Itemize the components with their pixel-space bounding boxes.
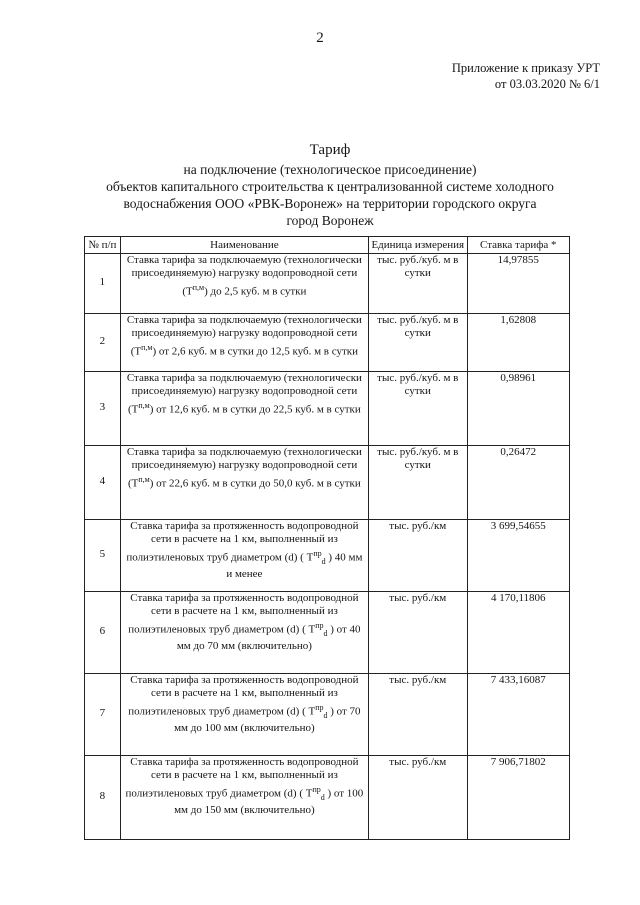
row-name-text: Ставка тарифа за протяженность водопроводной сети в расчете на 1 км, выполненный из полиэтиленовых труб диаметром (d) ( T bbox=[125, 755, 359, 800]
row-number: 6 bbox=[85, 591, 121, 673]
row-rate: 0,26472 bbox=[467, 445, 569, 519]
table-row bbox=[85, 755, 570, 839]
title-line-5: город Воронеж bbox=[286, 213, 374, 228]
row-name-text-end: ) от 100 мм до 150 мм (включительно) bbox=[174, 787, 364, 817]
row-name-text: Ставка тарифа за подключаемую (технологически присоединяемую) нагрузку водопроводной сети (T bbox=[126, 253, 362, 298]
row-rate: 1,62808 bbox=[467, 313, 569, 371]
row-name-text-end: ) от 12,6 куб. м в сутки до 22,5 куб. м в сутки bbox=[149, 403, 361, 416]
title-line-4: водоснабжения ООО «РВК-Воронеж» на территории городского округа bbox=[123, 196, 537, 211]
row-rate: 7 433,16087 bbox=[467, 673, 569, 755]
row-number: 5 bbox=[85, 519, 121, 591]
table-row bbox=[85, 371, 570, 445]
title-line-1: Тариф bbox=[309, 142, 351, 158]
row-number: 3 bbox=[85, 371, 121, 445]
title-line-2: на подключение (технологическое присоединение) bbox=[183, 162, 477, 177]
row-name-text: Ставка тарифа за подключаемую (технологически присоединяемую) нагрузку водопроводной сети (T bbox=[126, 371, 362, 416]
tariff-table bbox=[84, 236, 570, 840]
row-name-text: Ставка тарифа за протяженность водопроводной сети в расчете на 1 км, выполненный из полиэтиленовых труб диаметром (d) ( T bbox=[126, 519, 359, 564]
row-name-text-end: ) от 2,6 куб. м в сутки до 12,5 куб. м в сутки bbox=[152, 345, 359, 358]
row-name-superscript: пр bbox=[313, 548, 322, 558]
row-rate: 14,97855 bbox=[467, 253, 569, 313]
table-row bbox=[85, 445, 570, 519]
row-name bbox=[120, 253, 368, 313]
row-unit: тыс. руб./куб. м в сутки bbox=[369, 445, 468, 519]
appendix-line-1: Приложение к приказу УРТ bbox=[451, 61, 600, 75]
table-row bbox=[85, 519, 570, 591]
row-number: 8 bbox=[85, 755, 121, 839]
row-name-superscript: п,м bbox=[138, 400, 150, 410]
row-rate: 3 699,54655 bbox=[467, 519, 569, 591]
row-unit: тыс. руб./куб. м в сутки bbox=[369, 371, 468, 445]
row-name-subscript: d bbox=[323, 710, 328, 720]
row-name-subscript: d bbox=[321, 556, 326, 566]
header-unit: Единица измерения bbox=[369, 237, 468, 254]
row-rate: 0,98961 bbox=[467, 371, 569, 445]
row-name-subscript: d bbox=[323, 628, 328, 638]
row-name-superscript: п,м bbox=[192, 282, 205, 292]
table-row bbox=[85, 253, 570, 313]
row-name-text: Ставка тарифа за протяженность водопроводной сети в расчете на 1 км, выполненный из полиэтиленовых труб диаметром (d) ( T bbox=[128, 673, 359, 718]
row-name-text-end: ) от 70 мм до 100 мм (включительно) bbox=[174, 705, 361, 735]
row-name-text-end: ) от 22,6 куб. м в сутки до 50,0 куб. м в сутки bbox=[149, 477, 361, 490]
row-rate: 7 906,71802 bbox=[467, 755, 569, 839]
title-line-3: объектов капитального строительства к централизованной системе холодного bbox=[106, 179, 554, 194]
row-name-text: Ставка тарифа за подключаемую (технологически присоединяемую) нагрузку водопроводной сети (T bbox=[126, 313, 362, 358]
row-name bbox=[120, 313, 368, 371]
header-num: № п/п bbox=[85, 237, 121, 254]
row-unit: тыс. руб./куб. м в сутки bbox=[369, 253, 468, 313]
table-header-row bbox=[85, 237, 570, 254]
row-unit: тыс. руб./км bbox=[369, 519, 468, 591]
row-number: 1 bbox=[85, 253, 121, 313]
row-name-text: Ставка тарифа за протяженность водопроводной сети в расчете на 1 км, выполненный из полиэтиленовых труб диаметром (d) ( T bbox=[128, 591, 359, 636]
row-unit: тыс. руб./км bbox=[369, 591, 468, 673]
header-rate: Ставка тарифа * bbox=[467, 237, 569, 254]
row-name-superscript: п,м bbox=[138, 474, 150, 484]
row-name-text-end: ) 40 мм и менее bbox=[226, 551, 363, 581]
document-title bbox=[60, 142, 600, 229]
table-row bbox=[85, 313, 570, 371]
row-name-superscript: пр bbox=[315, 702, 324, 712]
row-name bbox=[120, 371, 368, 445]
table-row bbox=[85, 673, 570, 755]
row-name bbox=[120, 673, 368, 755]
header-name: Наименование bbox=[120, 237, 368, 254]
row-name-superscript: п,м bbox=[141, 342, 153, 352]
table-row bbox=[85, 591, 570, 673]
table-body bbox=[85, 253, 570, 839]
row-unit: тыс. руб./км bbox=[369, 673, 468, 755]
row-name-text: Ставка тарифа за подключаемую (технологически присоединяемую) нагрузку водопроводной сети (T bbox=[126, 445, 362, 490]
row-number: 7 bbox=[85, 673, 121, 755]
row-unit: тыс. руб./км bbox=[369, 755, 468, 839]
row-name-text-end: ) до 2,5 куб. м в сутки bbox=[204, 285, 307, 298]
row-name bbox=[120, 445, 368, 519]
row-name bbox=[120, 519, 368, 591]
page-number: 2 bbox=[316, 30, 324, 46]
row-name-superscript: пр bbox=[315, 620, 324, 630]
row-rate: 4 170,11806 bbox=[467, 591, 569, 673]
row-number: 2 bbox=[85, 313, 121, 371]
row-name-superscript: пр bbox=[312, 784, 321, 794]
row-name bbox=[120, 591, 368, 673]
row-name-text-end: ) от 40 мм до 70 мм (включительно) bbox=[176, 623, 361, 653]
appendix-line-2: от 03.03.2020 № 6/1 bbox=[494, 77, 600, 91]
row-unit: тыс. руб./куб. м в сутки bbox=[369, 313, 468, 371]
row-name-subscript: d bbox=[320, 792, 325, 802]
row-name bbox=[120, 755, 368, 839]
row-number: 4 bbox=[85, 445, 121, 519]
appendix-reference bbox=[452, 60, 600, 92]
